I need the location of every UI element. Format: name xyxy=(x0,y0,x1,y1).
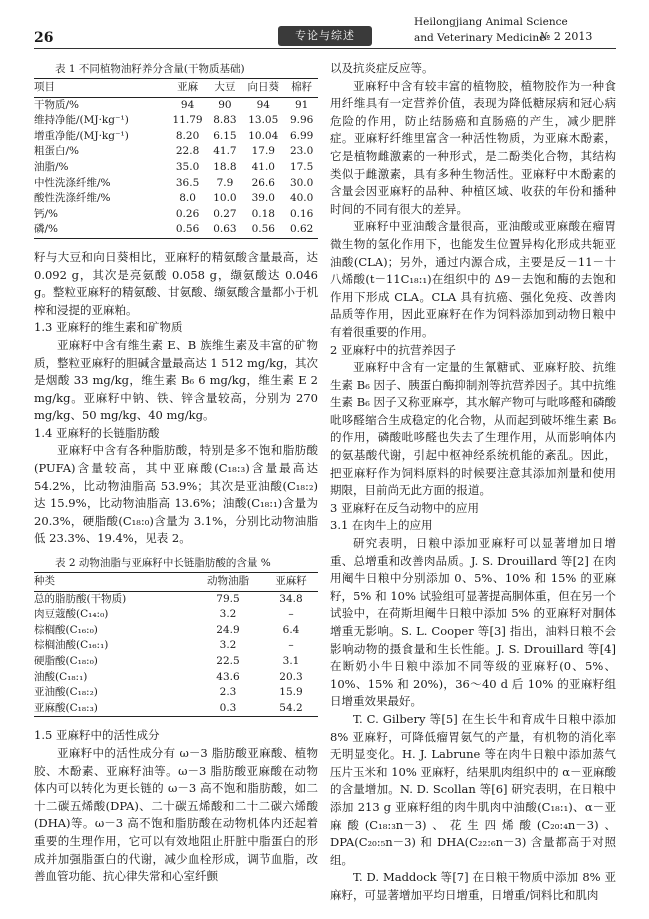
table-cell: 22.8 xyxy=(175,145,200,158)
page-number: 26 xyxy=(34,30,54,46)
row-label: 干物质/% xyxy=(34,98,80,111)
table-cell: 15.9 xyxy=(279,686,303,699)
right-column xyxy=(330,60,616,905)
table-cell: 36.5 xyxy=(175,176,200,189)
paragraph: T. C. Gilbery 等[5] 在生长牛和育成牛日粮中添加 8% 亚麻籽，可降低瘤胃氨气的产量，有机物的消化率无明显变化。H. J. Labrune 等在肉牛日粮中添加蒸气压片玉米和 10% 亚麻籽，结果肌肉组织中的 α－亚麻酸的含量增加。N. D. Scollan 等[6] 研究表明，在日粮中添加 213 g 亚麻籽组的肉牛肌肉中油酸(C₁₈:₁)、α－亚麻酸(C₁₈:₃n－3)、花生四烯酸(C₂₀:₄n－3)、DPA(C₂₀:₅n－3) 和 DHA(C₂₂:₆n－3) 含量都高于对照组。 xyxy=(330,711,616,867)
table-cell: 0.63 xyxy=(209,222,242,238)
fatty-acid-table xyxy=(34,572,318,717)
paragraph: 亚麻籽中含有一定量的生氰糖甙、亚麻籽胶、抗维生素 B₆ 因子、胰蛋白酶抑制剂等抗营养因子。其中抗维生素 B₆ 因子又称亚麻亭，其水解产物可与吡哆醛和磷酸吡哆醛缩合生成稳定的化合物，从而起到破坏维生素 B₆ 的作用，磷酸吡哆醛也失去了生理作用，从而影响体内的氨基酸代谢，引起中枢神经系统机能的紊乱。因此，把亚麻籽作为饲料原料的时候要注意其添加剂量和使用期限，目前尚无此方面的报道。 xyxy=(330,360,616,498)
row-label: 维持净能/(MJ·kg⁻¹) xyxy=(34,114,129,127)
table2-caption: 表 2 动物油脂与亚麻籽中长链脂肪酸的含量 % xyxy=(55,557,271,570)
row-label: 钙/% xyxy=(34,207,59,220)
table-cell: 11.79 xyxy=(172,114,203,127)
table-cell: 39.0 xyxy=(251,192,275,205)
table-cell: 0.56 xyxy=(241,222,285,238)
row-label: 粗蛋白/% xyxy=(34,145,80,158)
table-row xyxy=(34,129,318,145)
table-header-row xyxy=(34,573,318,592)
paragraph: 亚麻籽中含有各种脂肪酸，特别是多不饱和脂肪酸(PUFA)含量较高，其中亚麻酸(C₁₈:₃)含量最高达 54.2%，比动物油脂高 53.9%；其次是亚油酸(C₁₈:₂)达 15.9%，比动物油脂高 13.6%；油酸(C₁₈:₁)含量为 20.3%，硬脂酸(C₁₈:₀)含量为 3.1%，分别比动物油脂低 23.3%、19.4%，见表 2。 xyxy=(34,443,318,546)
table-cell: – xyxy=(288,639,294,652)
table-cell: 3.2 xyxy=(219,639,237,652)
table-cell: 0.26 xyxy=(175,207,200,220)
row-label: 酸性洗涤纤维/% xyxy=(34,192,111,205)
section-heading-1-5: 1.5 亚麻籽中的活性成分 xyxy=(34,728,160,743)
section-heading-3-1: 3.1 在肉牛上的应用 xyxy=(330,518,433,533)
row-label: 磷/% xyxy=(34,222,167,238)
table-cell: 94 xyxy=(180,98,195,111)
section-badge: 专论与综述 xyxy=(278,26,372,46)
table-row xyxy=(34,685,318,701)
table-cell: 34.8 xyxy=(279,592,303,605)
table-row xyxy=(34,191,318,207)
row-label: 增重净能/(MJ·kg⁻¹) xyxy=(34,129,129,142)
table-row xyxy=(34,638,318,654)
paragraph: 亚麻籽中的活性成分有 ω－3 脂肪酸亚麻酸、植物胶、木酚素、亚麻籽油等。ω－3 脂肪酸亚麻酸在动物体内可以转化为更长链的 ω－3 高不饱和脂肪酸，如二十二碳五烯酸(DPA)、二十碳五烯酸和二十二碳六烯酸(DHA)等。ω－3 高不饱和脂肪酸在动物机体内还起着重要的生理作用，它可以有效地阻止肝脏中脂蛋白的形成并加强脂蛋白的代谢，减少血栓形成，调节血脂，改善血管功能、抗心律失常和心室纤颤 xyxy=(34,745,318,884)
column-header: 种类 xyxy=(34,573,192,592)
column-header: 亚麻 xyxy=(167,79,209,98)
table-cell: 3.2 xyxy=(219,608,237,621)
table-cell: 41.7 xyxy=(213,145,237,158)
row-label: 油酸(C₁₈:₁) xyxy=(34,670,88,683)
table-row xyxy=(34,207,318,223)
paragraph: 以及抗炎症反应等。 xyxy=(330,61,434,75)
table-cell: 30.0 xyxy=(289,176,314,189)
row-label: 亚麻酸(C₁₈:₃) xyxy=(34,701,192,717)
table-cell: 17.9 xyxy=(251,145,275,158)
row-label: 总的脂肪酸(干物质) xyxy=(34,592,127,605)
table-cell: 8.0 xyxy=(179,192,196,205)
table-cell: – xyxy=(288,608,294,621)
table-cell: 91 xyxy=(294,98,309,111)
table-cell: 20.3 xyxy=(279,670,303,683)
table-row xyxy=(34,222,318,238)
table-row xyxy=(34,591,318,607)
issue-number: № 2 2013 xyxy=(540,30,593,43)
table-cell: 0.27 xyxy=(213,207,237,220)
left-column xyxy=(34,60,318,886)
column-header: 动物油脂 xyxy=(192,573,264,592)
row-label: 中性洗涤纤维/% xyxy=(34,176,111,189)
paragraph: 亚麻籽中含有较丰富的植物胶，植物胶作为一种食用纤维具有一定营养价值，表现为降低糖尿病和冠心病危险的作用，防止结肠癌和直肠癌的产生，减少肥胖症。亚麻籽纤维里富含一种活性物质，为亚麻木酚素，它是植物雌激素的一种形式，是二酚类化合物，其结构类似于雌激素，具有多种生物活性。亚麻籽中木酚素的含量会因亚麻籽的品种、种植区域、收获的年份和播种时间的不同有很大的差异。 xyxy=(330,78,616,216)
table-header-row xyxy=(34,79,318,98)
journal-name-line2: and Veterinary Medicine xyxy=(414,32,546,44)
row-label: 亚油酸(C₁₈:₂) xyxy=(34,686,98,699)
section-heading-3: 3 亚麻籽在反刍动物中的应用 xyxy=(330,500,479,515)
table-cell: 6.99 xyxy=(289,129,314,142)
table-row xyxy=(34,144,318,160)
row-label: 硬脂酸(C₁₈:₀) xyxy=(34,655,98,667)
table-cell: 35.0 xyxy=(175,160,200,173)
row-label: 棕榈油酸(C₁₆:₁) xyxy=(34,639,109,652)
column-header: 大豆 xyxy=(209,79,242,98)
table-cell: 13.05 xyxy=(248,114,279,127)
paragraph: 研究表明，日粮中添加亚麻籽可以显著增加日增重、总增重和改善肉品质。J. S. Drouillard 等[2] 在肉用阉牛日粮中分别添加 0、5%、10% 和 15% 的亚麻籽，5% 和 10% 试验组可显著提高胴体重，但在另一个试验中，在荷斯坦阉牛日粮中添加 5% 的亚麻籽对胴体增重无影响。S. L. Cooper 等[3] 指出，油料日粮不会影响动物的摄食量和生长性能。J. S. Drouillard 等[4] 在断奶小牛日粮中添加不同等级的亚麻籽(0、5%、10%、15% 和 20%)，36～40 d 后 10% 的亚麻籽组日增重效果最好。 xyxy=(330,536,616,709)
paragraph: 亚麻籽中含有维生素 E、B 族维生素及丰富的矿物质，整粒亚麻籽的胆碱含量最高达 1 512 mg/kg，其次是烟酸 33 mg/kg，维生素 B₆ 6 mg/kg，维生素 E 2 mg/kg。亚麻籽中钠、铁、锌含量较高，分别为 270 mg/kg、50 mg/kg、40 mg/kg。 xyxy=(34,337,318,423)
table-cell: 3.1 xyxy=(282,655,300,667)
table-cell: 8.83 xyxy=(213,114,237,127)
table-row xyxy=(34,623,318,639)
table-cell: 17.5 xyxy=(289,160,314,173)
table-cell: 22.5 xyxy=(216,655,240,667)
table-cell: 0.3 xyxy=(192,701,264,717)
table-cell: 23.0 xyxy=(289,145,314,158)
table-cell: 0.62 xyxy=(285,222,318,238)
table-cell: 40.0 xyxy=(289,192,314,205)
journal-name-line1: Heilongjiang Animal Science xyxy=(414,16,568,28)
row-label: 油脂/% xyxy=(34,160,69,173)
table-cell: 6.4 xyxy=(282,623,300,636)
table-cell: 10.0 xyxy=(213,192,237,205)
column-header: 亚麻籽 xyxy=(264,573,318,592)
table-row xyxy=(34,97,318,113)
row-label: 棕榈酸(C₁₆:₀) xyxy=(34,623,98,636)
column-header: 棉籽 xyxy=(285,79,318,98)
table-cell: 54.2 xyxy=(264,701,318,717)
table-row xyxy=(34,701,318,717)
table-cell: 90 xyxy=(218,98,232,111)
table-row xyxy=(34,160,318,176)
table-cell: 26.6 xyxy=(251,176,275,189)
table-cell: 79.5 xyxy=(216,592,240,605)
table-cell: 0.18 xyxy=(251,207,275,220)
table-cell: 0.56 xyxy=(167,222,209,238)
table-cell: 7.9 xyxy=(216,176,234,189)
paragraph: 亚麻籽中亚油酸含量很高，亚油酸或亚麻酸在瘤胃微生物的氢化作用下，也能发生位置异构化形成共轭亚油酸(CLA)；另外，通过内源合成，主要是反－11－十八烯酸(t－11C₁₈:₁)在组织中的 Δ9－去饱和酶的去饱和作用下形成 CLA。CLA 具有抗癌、强化免疫、改善肉品质等作用，因此亚麻籽在作为饲料添加到动物日粮中有着很重要的作用。 xyxy=(330,219,616,339)
section-heading-1-3: 1.3 亚麻籽的维生素和矿物质 xyxy=(34,320,183,335)
running-header xyxy=(0,0,649,56)
table-cell: 10.04 xyxy=(248,129,279,142)
paragraph: T. D. Maddock 等[7] 在日粮干物质中添加 8% 亚麻籽，可显著增加平均日增重，日增重/饲料比和肌肉 xyxy=(330,870,616,902)
table-cell: 94 xyxy=(256,98,270,111)
column-header: 项目 xyxy=(34,79,167,98)
table-cell: 2.3 xyxy=(219,686,237,699)
nutrient-table xyxy=(34,78,318,239)
table-row xyxy=(34,607,318,623)
table-cell: 18.8 xyxy=(213,160,237,173)
section-heading-2: 2 亚麻籽中的抗营养因子 xyxy=(330,342,456,357)
column-header: 向日葵 xyxy=(241,79,285,98)
row-label: 肉豆蔻酸(C₁₄:₀) xyxy=(34,608,109,621)
table-row xyxy=(34,654,318,670)
table-cell: 9.96 xyxy=(289,114,314,127)
table-cell: 24.9 xyxy=(216,623,240,636)
table-row xyxy=(34,113,318,129)
table-cell: 8.20 xyxy=(175,129,200,142)
table-cell: 43.6 xyxy=(216,670,240,683)
table-row xyxy=(34,670,318,686)
table1-caption: 表 1 不同植物油籽养分含量(干物质基础) xyxy=(55,63,245,75)
section-heading-1-4: 1.4 亚麻籽的长链脂肪酸 xyxy=(34,425,160,440)
paragraph: 籽与大豆和向日葵相比，亚麻籽的精氨酸含量最高，达 0.092 g，其次是亮氨酸 0.058 g，缬氨酸达 0.046 g。整粒亚麻籽的精氨酸、甘氨酸、缬氨酸含量都小于机榨和浸提的亚麻粕。 xyxy=(34,249,318,317)
header-rule xyxy=(34,48,616,49)
table-row xyxy=(34,176,318,192)
table-cell: 0.16 xyxy=(289,207,314,220)
table-cell: 6.15 xyxy=(213,129,237,142)
table-cell: 41.0 xyxy=(251,160,275,173)
